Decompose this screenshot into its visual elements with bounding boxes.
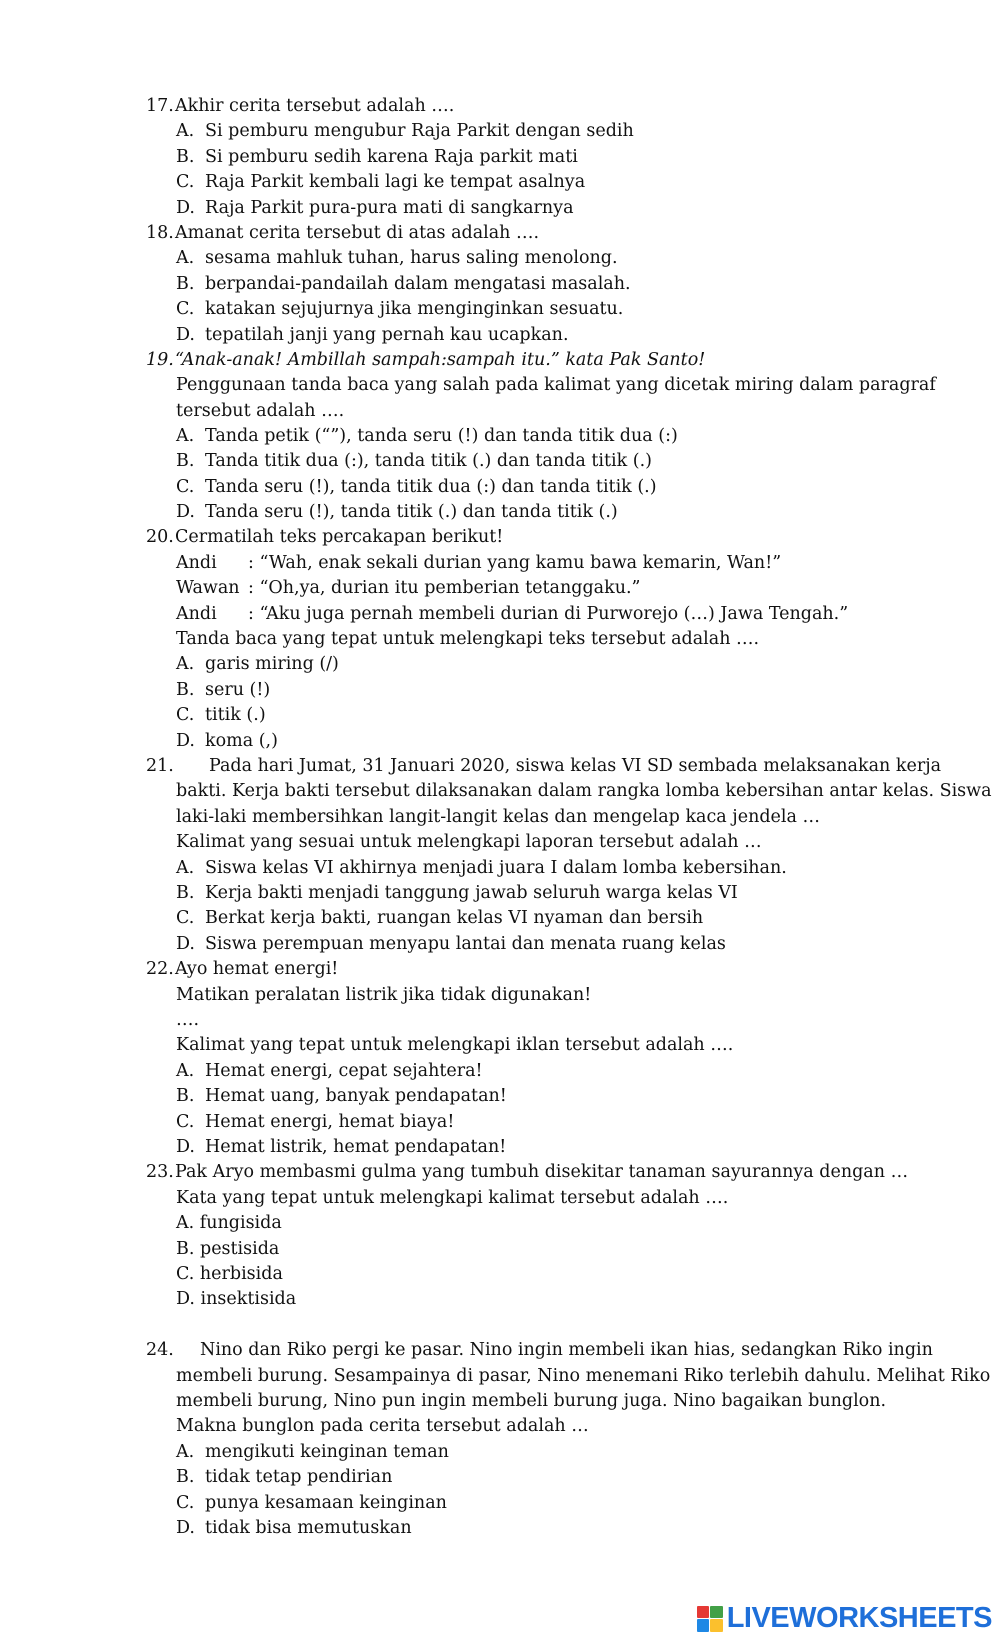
question-19: 19.“Anak-anak! Ambillah sampah:sampah itu.” kata Pak Santo! bbox=[146, 350, 706, 370]
q21-option-d[interactable]: D. Siswa perempuan menyapu lantai dan menata ruang kelas bbox=[176, 934, 726, 954]
q19-text-line-2: Penggunaan tanda baca yang salah pada kalimat yang dicetak miring dalam paragraf bbox=[176, 375, 936, 395]
q24-option-b[interactable]: B. tidak tetap pendirian bbox=[176, 1467, 393, 1487]
q20-dialog-line: Andi : “Wah, enak sekali durian yang kamu bawa kemarin, Wan!” bbox=[176, 553, 782, 573]
q20-option-c[interactable]: C. titik (.) bbox=[176, 705, 266, 725]
q21-prompt: Kalimat yang sesuai untuk melengkapi laporan tersebut adalah … bbox=[176, 832, 762, 852]
q24-option-a[interactable]: A. mengikuti keinginan teman bbox=[176, 1442, 449, 1462]
q19-option-a[interactable]: A. Tanda petik (“”), tanda seru (!) dan tanda titik dua (:) bbox=[176, 426, 678, 446]
q21-text-line-2: bakti. Kerja bakti tersebut dilaksanakan dalam rangka lomba kebersihan antar kelas. Siswa bbox=[176, 781, 992, 801]
logo-grid-icon bbox=[697, 1606, 723, 1632]
question-18: 18.Amanat cerita tersebut di atas adalah …. bbox=[146, 223, 540, 243]
q22-text-line-2: Matikan peralatan listrik jika tidak digunakan! bbox=[176, 985, 592, 1005]
q18-option-a[interactable]: A. sesama mahluk tuhan, harus saling menolong. bbox=[176, 248, 618, 268]
q23-prompt: Kata yang tepat untuk melengkapi kalimat tersebut adalah …. bbox=[176, 1188, 729, 1208]
q23-option-b[interactable]: B. pestisida bbox=[176, 1239, 280, 1259]
q17-option-b[interactable]: B. Si pemburu sedih karena Raja parkit mati bbox=[176, 147, 578, 167]
q17-option-a[interactable]: A. Si pemburu mengubur Raja Parkit dengan sedih bbox=[176, 121, 634, 141]
q24-text-line-2: membeli burung. Sesampainya di pasar, Nino menemani Riko terlebih dahulu. Melihat Riko bbox=[176, 1366, 991, 1386]
q21-option-b[interactable]: B. Kerja bakti menjadi tanggung jawab seluruh warga kelas VI bbox=[176, 883, 738, 903]
question-20: 20.Cermatilah teks percakapan berikut! bbox=[146, 527, 504, 547]
question-24: 24. Nino dan Riko pergi ke pasar. Nino ingin membeli ikan hias, sedangkan Riko ingin bbox=[146, 1340, 933, 1360]
q20-option-b[interactable]: B. seru (!) bbox=[176, 680, 271, 700]
q20-option-a[interactable]: A. garis miring (/) bbox=[176, 654, 339, 674]
q20-option-d[interactable]: D. koma (,) bbox=[176, 731, 278, 751]
q18-option-c[interactable]: C. katakan sejujurnya jika menginginkan sesuatu. bbox=[176, 299, 624, 319]
q24-option-d[interactable]: D. tidak bisa memutuskan bbox=[176, 1518, 412, 1538]
q22-option-d[interactable]: D. Hemat listrik, hemat pendapatan! bbox=[176, 1137, 507, 1157]
question-21: 21. Pada hari Jumat, 31 Januari 2020, siswa kelas VI SD sembada melaksanakan kerja bbox=[146, 756, 942, 776]
q19-option-d[interactable]: D. Tanda seru (!), tanda titik (.) dan tanda titik (.) bbox=[176, 502, 618, 522]
liveworksheets-logo bbox=[697, 1602, 992, 1635]
q24-text-line-3: membeli burung, Nino pun ingin membeli burung juga. Nino bagaikan bunglon. bbox=[176, 1391, 887, 1411]
q24-option-c[interactable]: C. punya kesamaan keinginan bbox=[176, 1493, 447, 1513]
q22-option-b[interactable]: B. Hemat uang, banyak pendapatan! bbox=[176, 1086, 507, 1106]
q23-option-a[interactable]: A. fungisida bbox=[176, 1213, 282, 1233]
question-23: 23.Pak Aryo membasmi gulma yang tumbuh disekitar tanaman sayurannya dengan … bbox=[146, 1162, 909, 1182]
q17-option-d[interactable]: D. Raja Parkit pura-pura mati di sangkarnya bbox=[176, 198, 574, 218]
question-22: 22.Ayo hemat energi! bbox=[146, 959, 339, 979]
q20-dialog-line: Andi : “Aku juga pernah membeli durian di Purworejo (…) Jawa Tengah.” bbox=[176, 604, 849, 624]
q20-dialog-line: Wawan : “Oh,ya, durian itu pemberian tetanggaku.” bbox=[176, 578, 641, 598]
q19-option-b[interactable]: B. Tanda titik dua (:), tanda titik (.) dan tanda titik (.) bbox=[176, 451, 652, 471]
q21-option-c[interactable]: C. Berkat kerja bakti, ruangan kelas VI nyaman dan bersih bbox=[176, 908, 704, 928]
q22-prompt: Kalimat yang tepat untuk melengkapi iklan tersebut adalah …. bbox=[176, 1035, 734, 1055]
q20-prompt: Tanda baca yang tepat untuk melengkapi teks tersebut adalah …. bbox=[176, 629, 760, 649]
q22-option-c[interactable]: C. Hemat energi, hemat biaya! bbox=[176, 1112, 455, 1132]
q23-option-d[interactable]: D. insektisida bbox=[176, 1289, 297, 1309]
q22-option-a[interactable]: A. Hemat energi, cepat sejahtera! bbox=[176, 1061, 483, 1081]
q18-option-b[interactable]: B. berpandai-pandailah dalam mengatasi masalah. bbox=[176, 274, 631, 294]
q23-option-c[interactable]: C. herbisida bbox=[176, 1264, 283, 1284]
q21-text-line-3: laki-laki membersihkan langit-langit kelas dan mengelap kaca jendela … bbox=[176, 807, 820, 827]
q18-option-d[interactable]: D. tepatilah janji yang pernah kau ucapkan. bbox=[176, 325, 569, 345]
q24-prompt: Makna bunglon pada cerita tersebut adalah … bbox=[176, 1416, 589, 1436]
q19-option-c[interactable]: C. Tanda seru (!), tanda titik dua (:) dan tanda titik (.) bbox=[176, 477, 657, 497]
q17-option-c[interactable]: C. Raja Parkit kembali lagi ke tempat asalnya bbox=[176, 172, 586, 192]
q19-text-line-3: tersebut adalah …. bbox=[176, 401, 345, 421]
question-17: 17.Akhir cerita tersebut adalah …. bbox=[146, 96, 455, 116]
q22-text-line-3: …. bbox=[176, 1010, 200, 1030]
q21-option-a[interactable]: A. Siswa kelas VI akhirnya menjadi juara I dalam lomba kebersihan. bbox=[176, 858, 787, 878]
logo-text: LIVEWORKSHEETS bbox=[726, 1602, 992, 1634]
